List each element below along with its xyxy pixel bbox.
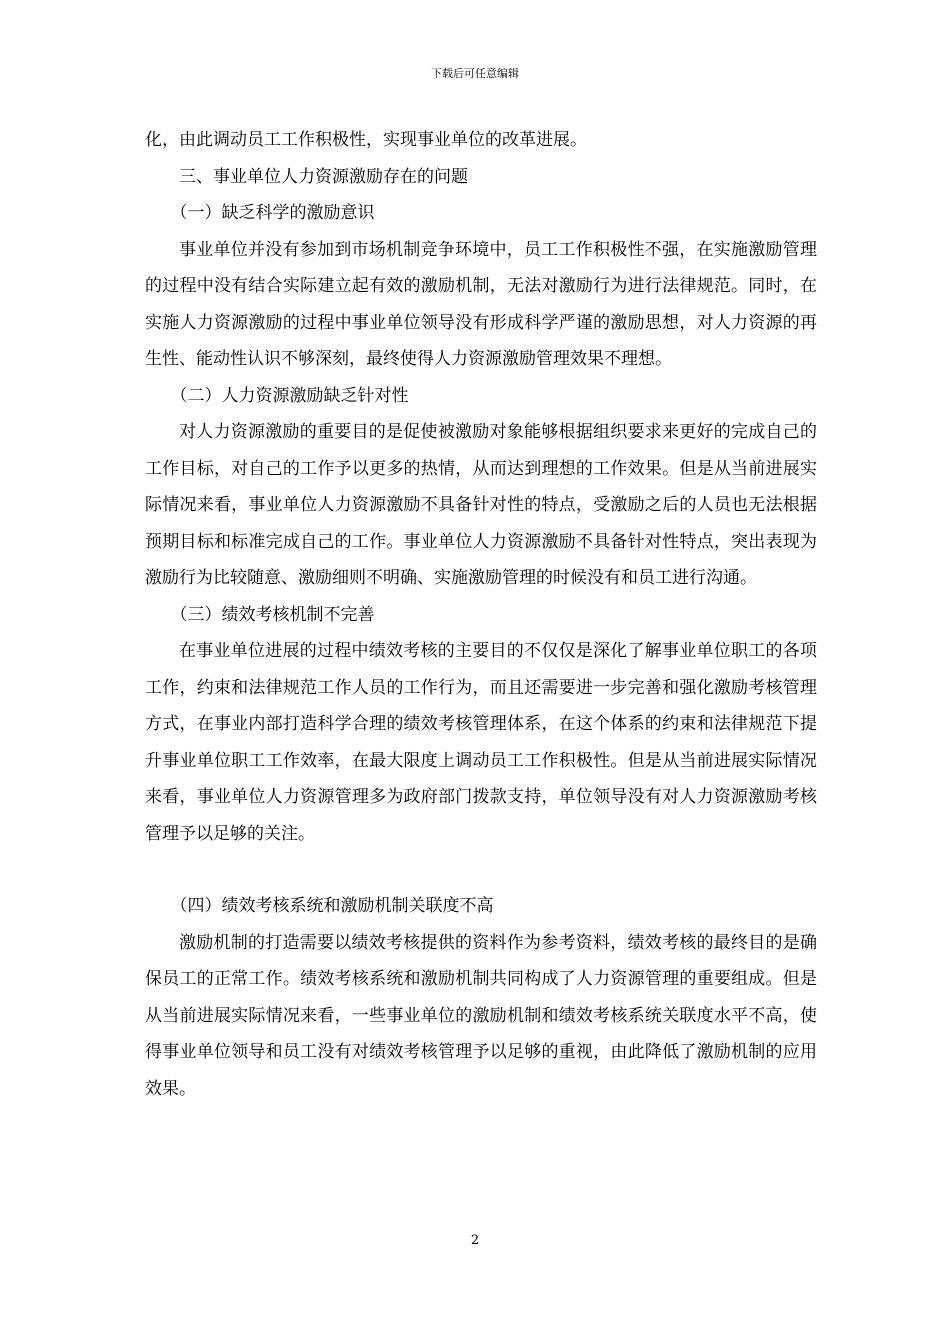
subsection-heading-2: （二）人力资源激励缺乏针对性 xyxy=(170,385,409,406)
subsection-heading-3: （三）绩效考核机制不完善 xyxy=(170,604,375,625)
subsection-heading-4: （四）绩效考核系统和激励机制关联度不高 xyxy=(170,896,494,916)
paragraph-continuation: 化，由此调动员工工作积极性，实现事业单位的改革进展。 xyxy=(145,130,587,150)
section-heading: 三、事业单位人力资源激励存在的问题 xyxy=(179,166,468,187)
subsection-heading-1: （一）缺乏科学的激励意识 xyxy=(170,203,375,223)
document-body xyxy=(145,122,817,1107)
paragraph-1: 事业单位并没有参加到市场机制竞争环境中，员工工作积极性不强，在实施激励管理的过程中没有结合实际建立起有效的激励机制，无法对激励行为进行法律规范。同时，在实施人力资源激励的过程中事业单位领导没有形成科学严谨的激励思想，对人力资源的再生性、能动性认识不够深刻，最终使得人力资源激励管理效果不理想。 xyxy=(145,239,817,369)
paragraph-4: 激励机制的打造需要以绩效考核提供的资料作为参考资料，绩效考核的最终目的是确保员工的正常工作。绩效考核系统和激励机制共同构成了人力资源管理的重要组成。但是从当前进展实际情况来看，一些事业单位的激励机制和绩效考核系统关联度水平不高，使得事业单位领导和员工没有对绩效考核管理予以足够的重视，由此降低了激励机制的应用效果。 xyxy=(145,932,817,1099)
page-header: 下载后可任意编辑 xyxy=(431,67,519,80)
paragraph-3: 在事业单位进展的过程中绩效考核的主要目的不仅仅是深化了解事业单位职工的各项工作，约束和法律规范工作人员的工作行为，而且还需要进一步完善和强化激励考核管理方式，在事业内部打造科学合理的绩效考核管理体系，在这个体系的约束和法律规范下提升事业单位职工工作效率，在最大限度上调动员工工作积极性。但是从当前进展实际情况来看，事业单位人力资源管理多为政府部门拨款支持，单位领导没有对人力资源激励考核管理予以足够的关注。 xyxy=(145,641,817,844)
page-number: 2 xyxy=(470,1233,480,1248)
paragraph-2: 对人力资源激励的重要目的是促使被激励对象能够根据组织要求来更好的完成自己的工作目标，对自己的工作予以更多的热情，从而达到理想的工作效果。但是从当前进展实际情况来看，事业单位人力资源激励不具备针对性的特点，受激励之后的人员也无法根据预期目标和标准完成自己的工作。事业单位人力资源激励不具备针对性特点，突出表现为激励行为比较随意、激励细则不明确、实施激励管理的时候没有和员工进行沟通。 xyxy=(145,422,817,588)
